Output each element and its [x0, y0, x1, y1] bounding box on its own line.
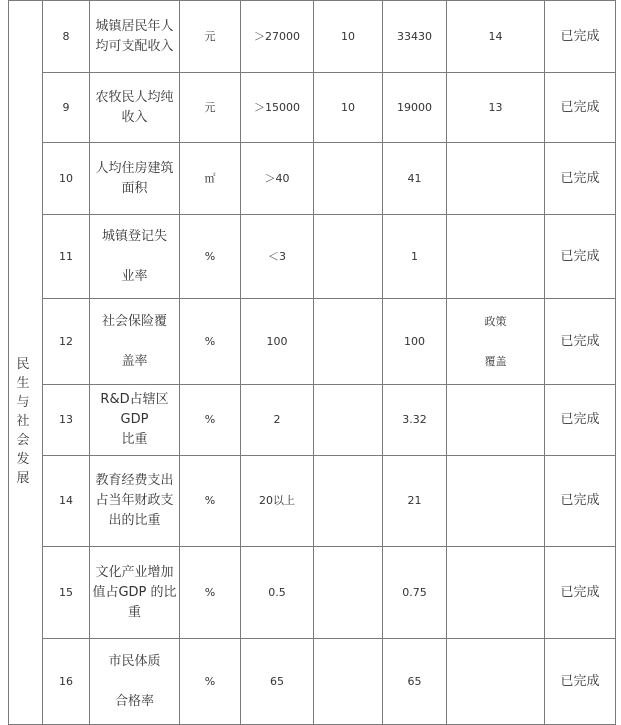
score-value [447, 547, 544, 638]
unit [180, 73, 240, 142]
row-number-text: 13 [59, 413, 73, 426]
row-number-text: 15 [59, 585, 73, 599]
row-number [43, 299, 89, 384]
score-value [447, 299, 544, 384]
unit [180, 639, 240, 724]
status-text [545, 385, 615, 455]
indicator-name [90, 385, 179, 455]
target-value-text: 100 [266, 334, 288, 348]
unit [180, 1, 240, 72]
row-number [43, 143, 89, 214]
target-value-text: 65 [270, 674, 284, 688]
indicator-name [90, 143, 179, 214]
unit-text: % [204, 249, 216, 263]
unit-text: 元 [204, 29, 216, 43]
status-text-text: 已完成 [560, 170, 600, 186]
row-number [43, 639, 89, 724]
indicator-name [90, 456, 179, 546]
indicator-name-text: R&D占辖区GDP 比重 [100, 392, 169, 447]
row-number-text: 12 [59, 334, 73, 348]
score-value-text: 13 [488, 100, 503, 114]
weight-value [314, 215, 382, 298]
score-value [447, 73, 544, 142]
indicator-name-text: 人均住房建筑 面积 [95, 160, 174, 196]
indicator-name-text: 农牧民人均纯 收入 [95, 89, 174, 125]
category-char: 发 [16, 452, 30, 467]
weight-value [314, 639, 382, 724]
indicator-name [90, 547, 179, 638]
status-text [545, 1, 615, 72]
actual-value [383, 547, 446, 638]
weight-value [314, 143, 382, 214]
target-value-text: ＞27000 [254, 29, 300, 43]
status-text-text: 已完成 [560, 28, 600, 44]
target-value [241, 215, 313, 298]
actual-value [383, 299, 446, 384]
category-char: 社 [16, 414, 30, 429]
actual-value-text: 19000 [397, 100, 432, 114]
unit-text: 元 [204, 100, 216, 114]
score-value [447, 215, 544, 298]
actual-value [383, 143, 446, 214]
actual-value-text: 21 [407, 494, 422, 507]
indicator-name-text: 文化产业增加 值占GDP 的比 重 [92, 564, 177, 620]
weight-value [314, 385, 382, 455]
status-text [545, 456, 615, 546]
target-value [241, 547, 313, 638]
category-char: 会 [16, 433, 30, 448]
row-number-text: 11 [59, 249, 73, 263]
row-number [43, 456, 89, 546]
score-value [447, 639, 544, 724]
target-value [241, 143, 313, 214]
weight-value [314, 547, 382, 638]
indicator-name-text: 社会保险覆 盖率 [101, 313, 167, 369]
column-divider [8, 0, 9, 725]
score-value-text: 政策 覆盖 [484, 314, 507, 368]
score-value [447, 456, 544, 546]
unit [180, 547, 240, 638]
status-text-text: 已完成 [560, 99, 600, 115]
category-char: 生 [16, 376, 30, 391]
row-number-text: 8 [62, 29, 70, 43]
indicator-name-text: 城镇居民年人 均可支配收入 [95, 18, 174, 54]
row-number-text: 9 [62, 100, 70, 114]
column-divider [615, 0, 616, 725]
category-char: 民 [16, 357, 30, 372]
row-number-text: 16 [59, 674, 73, 688]
indicator-name [90, 639, 179, 724]
target-value [241, 73, 313, 142]
unit [180, 299, 240, 384]
indicator-name-text: 市民体质 合格率 [108, 653, 161, 709]
actual-value-text: 41 [407, 171, 422, 185]
status-text-text: 已完成 [560, 248, 600, 264]
score-value [447, 1, 544, 72]
unit-text: % [204, 674, 216, 688]
actual-value-text: 0.75 [402, 585, 427, 599]
category-label [8, 355, 38, 488]
actual-value-text: 1 [411, 249, 418, 263]
weight-value [314, 456, 382, 546]
actual-value [383, 1, 446, 72]
unit-text: % [204, 413, 216, 426]
indicator-name [90, 215, 179, 298]
target-value-text: 2 [273, 413, 281, 426]
indicator-name-text: 教育经费支出 占当年财政支 出的比重 [95, 473, 174, 528]
status-text [545, 215, 615, 298]
row-number-text: 10 [59, 171, 73, 185]
indicator-name-text: 城镇登记失 业率 [101, 228, 167, 284]
unit-text: % [204, 334, 216, 348]
row-number [43, 547, 89, 638]
status-text [545, 299, 615, 384]
status-text-text: 已完成 [560, 412, 600, 427]
score-value-text: 14 [488, 29, 503, 43]
actual-value [383, 215, 446, 298]
status-text-text: 已完成 [560, 584, 600, 600]
target-value-text: 20以上 [259, 494, 295, 507]
target-value-text: 0.5 [268, 585, 286, 599]
target-value [241, 299, 313, 384]
row-number [43, 73, 89, 142]
unit-text: % [204, 494, 216, 507]
weight-value [314, 73, 382, 142]
unit [180, 143, 240, 214]
weight-value-text: 10 [341, 100, 355, 114]
target-value [241, 385, 313, 455]
target-value [241, 456, 313, 546]
actual-value [383, 385, 446, 455]
weight-value [314, 1, 382, 72]
unit [180, 215, 240, 298]
weight-value-text: 10 [341, 29, 355, 43]
actual-value-text: 33430 [397, 29, 432, 43]
target-value [241, 1, 313, 72]
actual-value [383, 73, 446, 142]
unit [180, 385, 240, 455]
category-char: 与 [16, 395, 30, 410]
weight-value [314, 299, 382, 384]
target-value-text: ＜3 [268, 249, 286, 263]
status-text-text: 已完成 [560, 493, 600, 508]
row-number [43, 215, 89, 298]
actual-value [383, 456, 446, 546]
actual-value-text: 100 [404, 334, 425, 348]
status-text [545, 547, 615, 638]
indicator-name [90, 1, 179, 72]
actual-value-text: 3.32 [402, 413, 427, 426]
row-number [43, 385, 89, 455]
category-char: 展 [16, 471, 30, 486]
status-text-text: 已完成 [560, 333, 600, 349]
unit-text: ㎡ [204, 171, 216, 185]
status-text [545, 143, 615, 214]
actual-value [383, 639, 446, 724]
target-value-text: ＞40 [264, 171, 290, 185]
indicator-name [90, 299, 179, 384]
row-number [43, 1, 89, 72]
score-value [447, 143, 544, 214]
unit-text: % [204, 585, 216, 599]
target-value [241, 639, 313, 724]
status-text [545, 73, 615, 142]
indicator-name [90, 73, 179, 142]
score-value [447, 385, 544, 455]
row-number-text: 14 [59, 494, 73, 507]
status-text-text: 已完成 [560, 673, 600, 689]
status-text [545, 639, 615, 724]
unit [180, 456, 240, 546]
actual-value-text: 65 [407, 674, 422, 688]
target-value-text: ＞15000 [254, 100, 300, 114]
